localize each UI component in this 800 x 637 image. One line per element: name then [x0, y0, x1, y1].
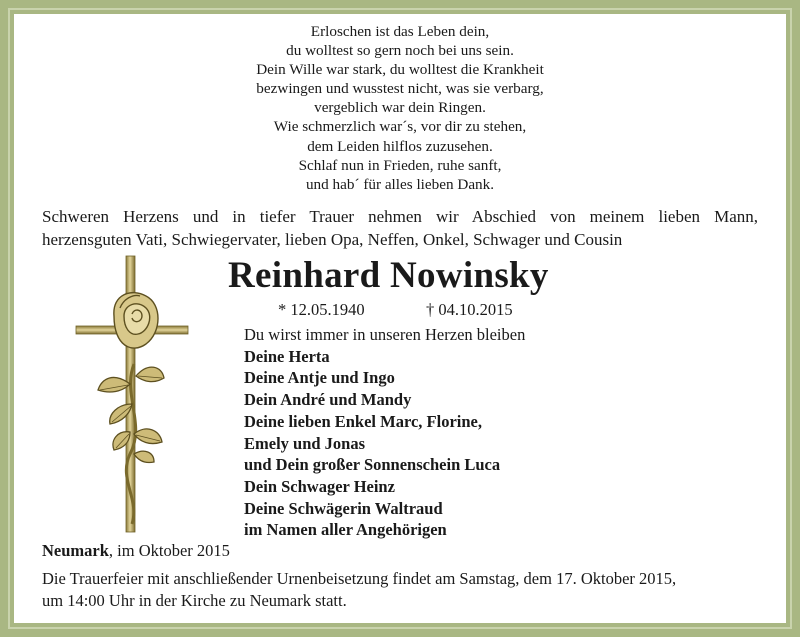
mourner-name: Deine Herta — [244, 346, 330, 366]
intro-text — [42, 206, 758, 251]
poem-line: Schlaf nun in Frieden, ruhe sanft, — [298, 156, 502, 174]
mourner-name: Emely und Jonas — [244, 433, 366, 453]
intro-line: herzensguten Vati, Schwiegervater, lieben Opa, Neffen, Onkel, Schwager und Cousin — [42, 229, 623, 249]
poem-line: und hab´ für alles lieben Dank. — [305, 175, 495, 193]
birth-date: * 12.05.1940 — [278, 300, 365, 319]
place-date — [42, 541, 230, 561]
mourner-name: Dein Schwager Heinz — [244, 476, 395, 496]
poem-line: du wolltest so gern noch bei uns sein. — [286, 42, 514, 60]
poem — [0, 22, 800, 194]
dedication: Du wirst immer in unseren Herzen bleiben — [244, 325, 526, 344]
mourners-list — [244, 324, 525, 541]
cross-with-rose-icon — [74, 254, 192, 534]
service-info — [42, 568, 772, 612]
poem-line: vergeblich war dein Ringen. — [314, 99, 486, 117]
poem-line: dem Leiden hilflos zuzusehen. — [307, 137, 493, 155]
intro-line: Schweren Herzens und in tiefer Trauer nehmen wir Abschied von meinem lieben Mann, — [42, 207, 758, 226]
mourner-name: Dein André und Mandy — [244, 390, 412, 410]
mourner-name: und Dein großer Sonnenschein Luca — [244, 455, 501, 475]
poem-line: Dein Wille war stark, du wolltest die Krankheit — [256, 61, 544, 79]
service-line: Die Trauerfeier mit anschließender Urnenbeisetzung findet am Samstag, dem 17. Oktober 2015, — [42, 569, 677, 588]
mourner-name: im Namen aller Angehörigen — [244, 520, 447, 540]
mourner-name: Deine lieben Enkel Marc, Florine, — [244, 411, 483, 431]
place-town: Neumark — [42, 541, 109, 560]
place-date-text: , im Oktober 2015 — [108, 541, 230, 560]
poem-line: bezwingen und wusstest nicht, was sie verbarg, — [256, 80, 544, 98]
poem-line: Wie schmerzlich war´s, vor dir zu stehen, — [273, 118, 527, 136]
death-date: † 04.10.2015 — [426, 300, 513, 319]
deceased-name: Reinhard Nowinsky — [228, 255, 549, 296]
mourner-name: Deine Schwägerin Waltraud — [244, 498, 443, 518]
service-line: um 14:00 Uhr in der Kirche zu Neumark statt. — [42, 590, 347, 610]
mourner-name: Deine Antje und Ingo — [244, 368, 395, 388]
poem-line: Erloschen ist das Leben dein, — [310, 23, 490, 40]
